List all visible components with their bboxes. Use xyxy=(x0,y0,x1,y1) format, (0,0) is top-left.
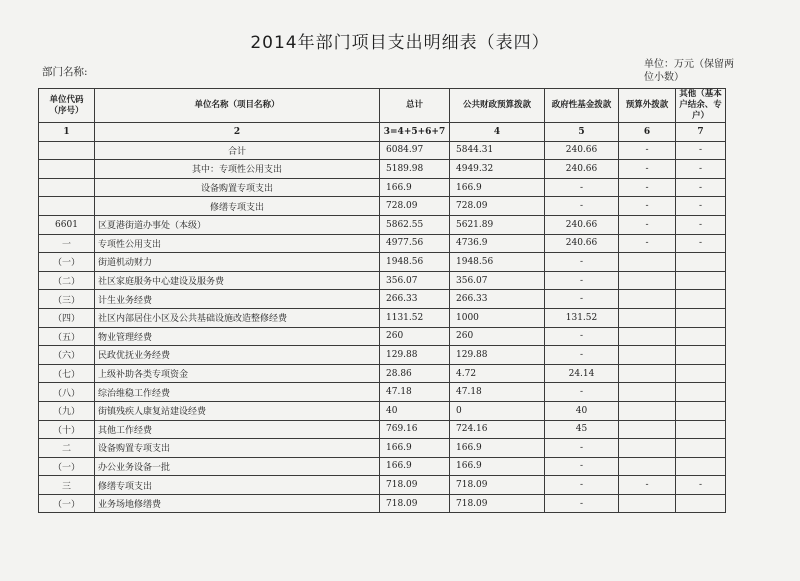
gov-fund-cell: 240.66 xyxy=(545,141,619,160)
table-row xyxy=(39,327,726,346)
table-row xyxy=(39,234,726,253)
unit-name-cell: 社区家庭服务中心建设及服务费 xyxy=(95,271,380,290)
public-budget-cell: 728.09 xyxy=(450,197,545,216)
gov-fund-cell: - xyxy=(545,494,619,513)
total-cell: 6084.97 xyxy=(380,141,450,160)
extra-budget-cell xyxy=(619,271,676,290)
extra-budget-cell xyxy=(619,346,676,365)
table-row xyxy=(39,178,726,197)
table-row xyxy=(39,457,726,476)
header-cell: 单位名称（项目名称） xyxy=(95,89,380,123)
unit-code-cell: （一） xyxy=(39,457,95,476)
gov-fund-cell: - xyxy=(545,197,619,216)
unit-code-cell: （七） xyxy=(39,364,95,383)
table-row xyxy=(39,253,726,272)
public-budget-cell: 718.09 xyxy=(450,476,545,495)
public-budget-cell: 4.72 xyxy=(450,364,545,383)
gov-fund-cell: 240.66 xyxy=(545,160,619,179)
unit-code-cell: （二） xyxy=(39,271,95,290)
extra-budget-cell xyxy=(619,364,676,383)
total-cell: 40 xyxy=(380,401,450,420)
public-budget-cell: 266.33 xyxy=(450,290,545,309)
extra-budget-cell: - xyxy=(619,476,676,495)
table-row xyxy=(39,383,726,402)
gov-fund-cell: - xyxy=(545,271,619,290)
column-number: 4 xyxy=(450,123,545,142)
gov-fund-cell: - xyxy=(545,178,619,197)
other-cell xyxy=(676,457,726,476)
column-number: 1 xyxy=(39,123,95,142)
total-cell: 28.86 xyxy=(380,364,450,383)
public-budget-cell: 5621.89 xyxy=(450,215,545,234)
other-cell xyxy=(676,346,726,365)
unit-code-cell: （一） xyxy=(39,253,95,272)
extra-budget-cell xyxy=(619,253,676,272)
public-budget-cell: 1000 xyxy=(450,308,545,327)
extra-budget-cell xyxy=(619,290,676,309)
extra-budget-cell xyxy=(619,383,676,402)
unit-name-cell: 其他工作经费 xyxy=(95,420,380,439)
gov-fund-cell: - xyxy=(545,290,619,309)
extra-budget-cell xyxy=(619,327,676,346)
other-cell: - xyxy=(676,197,726,216)
unit-code-cell: 二 xyxy=(39,439,95,458)
public-budget-cell: 129.88 xyxy=(450,346,545,365)
unit-code-cell: （四） xyxy=(39,308,95,327)
total-cell: 356.07 xyxy=(380,271,450,290)
total-cell: 166.9 xyxy=(380,439,450,458)
gov-fund-cell: - xyxy=(545,457,619,476)
gov-fund-cell: 240.66 xyxy=(545,234,619,253)
public-budget-cell: 166.9 xyxy=(450,457,545,476)
table-row xyxy=(39,476,726,495)
extra-budget-cell: - xyxy=(619,178,676,197)
extra-budget-cell: - xyxy=(619,197,676,216)
gov-fund-cell: - xyxy=(545,346,619,365)
other-cell xyxy=(676,383,726,402)
public-budget-cell: 4736.9 xyxy=(450,234,545,253)
unit-name-cell: 办公业务设备一批 xyxy=(95,457,380,476)
unit-name-cell: 区夏港街道办事处（本级） xyxy=(95,215,380,234)
expenditure-table xyxy=(38,88,726,513)
unit-name-cell: 物业管理经费 xyxy=(95,327,380,346)
other-cell: - xyxy=(676,141,726,160)
extra-budget-cell: - xyxy=(619,234,676,253)
column-number: 2 xyxy=(95,123,380,142)
column-number: 3=4+5+6+7 xyxy=(380,123,450,142)
total-cell: 5189.98 xyxy=(380,160,450,179)
table-row xyxy=(39,197,726,216)
unit-code-cell: （六） xyxy=(39,346,95,365)
public-budget-cell: 5844.31 xyxy=(450,141,545,160)
table-row xyxy=(39,290,726,309)
unit-name-cell: 业务场地修缮费 xyxy=(95,494,380,513)
other-cell: - xyxy=(676,476,726,495)
other-cell xyxy=(676,290,726,309)
unit-code-cell: （十） xyxy=(39,420,95,439)
public-budget-cell: 166.9 xyxy=(450,178,545,197)
unit-name-cell: 上级补助各类专项资金 xyxy=(95,364,380,383)
unit-name-cell: 民政优抚业务经费 xyxy=(95,346,380,365)
total-cell: 266.33 xyxy=(380,290,450,309)
header-cell: 政府性基金拨款 xyxy=(545,89,619,123)
page-title: 2014年部门项目支出明细表（表四） xyxy=(250,33,550,53)
unit-name-cell: 计生业务经费 xyxy=(95,290,380,309)
other-cell xyxy=(676,420,726,439)
unit-name-cell: 社区内部居住小区及公共基础设施改造整修经费 xyxy=(95,308,380,327)
table-row xyxy=(39,439,726,458)
column-number: 6 xyxy=(619,123,676,142)
other-cell: - xyxy=(676,160,726,179)
gov-fund-cell: 40 xyxy=(545,401,619,420)
other-cell xyxy=(676,308,726,327)
unit-code-cell: 6601 xyxy=(39,215,95,234)
unit-code-cell: 三 xyxy=(39,476,95,495)
total-cell: 1948.56 xyxy=(380,253,450,272)
public-budget-cell: 724.16 xyxy=(450,420,545,439)
unit-name-cell: 设备购置专项支出 xyxy=(95,439,380,458)
public-budget-cell: 718.09 xyxy=(450,494,545,513)
total-cell: 1131.52 xyxy=(380,308,450,327)
extra-budget-cell xyxy=(619,308,676,327)
column-number: 5 xyxy=(545,123,619,142)
total-cell: 718.09 xyxy=(380,476,450,495)
unit-name-cell: 综治维稳工作经费 xyxy=(95,383,380,402)
gov-fund-cell: - xyxy=(545,327,619,346)
gov-fund-cell: 240.66 xyxy=(545,215,619,234)
header-cell: 单位代码（序号） xyxy=(39,89,95,123)
gov-fund-cell: - xyxy=(545,439,619,458)
gov-fund-cell: - xyxy=(545,253,619,272)
unit-name-cell: 街道机动财力 xyxy=(95,253,380,272)
unit-code-cell: （五） xyxy=(39,327,95,346)
table-row xyxy=(39,494,726,513)
public-budget-cell: 47.18 xyxy=(450,383,545,402)
unit-code-cell xyxy=(39,160,95,179)
other-cell xyxy=(676,364,726,383)
extra-budget-cell xyxy=(619,494,676,513)
unit-code-cell: （九） xyxy=(39,401,95,420)
gov-fund-cell: 24.14 xyxy=(545,364,619,383)
table-row xyxy=(39,215,726,234)
other-cell xyxy=(676,494,726,513)
header-cell: 其他（基本户结余、专户） xyxy=(676,89,726,123)
unit-name-cell: 街镇残疾人康复站建设经费 xyxy=(95,401,380,420)
unit-code-cell xyxy=(39,178,95,197)
extra-budget-cell xyxy=(619,457,676,476)
unit-code-cell: （一） xyxy=(39,494,95,513)
gov-fund-cell: - xyxy=(545,383,619,402)
total-cell: 47.18 xyxy=(380,383,450,402)
unit-code-cell xyxy=(39,141,95,160)
other-cell: - xyxy=(676,215,726,234)
other-cell xyxy=(676,271,726,290)
extra-budget-cell: - xyxy=(619,160,676,179)
header-row xyxy=(39,89,726,123)
table-row xyxy=(39,346,726,365)
extra-budget-cell xyxy=(619,420,676,439)
public-budget-cell: 4949.32 xyxy=(450,160,545,179)
table-row xyxy=(39,271,726,290)
unit-name-cell: 设备购置专项支出 xyxy=(95,178,380,197)
total-cell: 166.9 xyxy=(380,178,450,197)
other-cell xyxy=(676,327,726,346)
unit-code-cell: （三） xyxy=(39,290,95,309)
column-number: 7 xyxy=(676,123,726,142)
header-cell: 预算外拨款 xyxy=(619,89,676,123)
extra-budget-cell: - xyxy=(619,215,676,234)
gov-fund-cell: 131.52 xyxy=(545,308,619,327)
other-cell xyxy=(676,253,726,272)
gov-fund-cell: 45 xyxy=(545,420,619,439)
total-cell: 769.16 xyxy=(380,420,450,439)
unit-name-cell: 修缮专项支出 xyxy=(95,476,380,495)
department-name-label: 部门名称: xyxy=(42,66,88,78)
table-row xyxy=(39,364,726,383)
public-budget-cell: 1948.56 xyxy=(450,253,545,272)
header-cell: 公共财政预算拨款 xyxy=(450,89,545,123)
table-row xyxy=(39,401,726,420)
public-budget-cell: 166.9 xyxy=(450,439,545,458)
unit-code-cell xyxy=(39,197,95,216)
total-cell: 166.9 xyxy=(380,457,450,476)
total-cell: 260 xyxy=(380,327,450,346)
total-cell: 4977.56 xyxy=(380,234,450,253)
total-cell: 718.09 xyxy=(380,494,450,513)
unit-name-cell: 其中：专项性公用支出 xyxy=(95,160,380,179)
unit-name-cell: 专项性公用支出 xyxy=(95,234,380,253)
other-cell: - xyxy=(676,234,726,253)
total-cell: 5862.55 xyxy=(380,215,450,234)
table-row xyxy=(39,420,726,439)
unit-note: 单位：万元（保留两位小数） xyxy=(644,59,734,83)
public-budget-cell: 356.07 xyxy=(450,271,545,290)
other-cell: - xyxy=(676,178,726,197)
extra-budget-cell xyxy=(619,439,676,458)
table-row xyxy=(39,160,726,179)
table-row xyxy=(39,141,726,160)
unit-name-cell: 修缮专项支出 xyxy=(95,197,380,216)
header-cell: 总计 xyxy=(380,89,450,123)
total-cell: 129.88 xyxy=(380,346,450,365)
other-cell xyxy=(676,439,726,458)
other-cell xyxy=(676,401,726,420)
unit-code-cell: （八） xyxy=(39,383,95,402)
public-budget-cell: 0 xyxy=(450,401,545,420)
extra-budget-cell: - xyxy=(619,141,676,160)
gov-fund-cell: - xyxy=(545,476,619,495)
column-number-row xyxy=(39,123,726,142)
extra-budget-cell xyxy=(619,401,676,420)
unit-code-cell: 一 xyxy=(39,234,95,253)
table-row xyxy=(39,308,726,327)
unit-name-cell: 合计 xyxy=(95,141,380,160)
public-budget-cell: 260 xyxy=(450,327,545,346)
total-cell: 728.09 xyxy=(380,197,450,216)
